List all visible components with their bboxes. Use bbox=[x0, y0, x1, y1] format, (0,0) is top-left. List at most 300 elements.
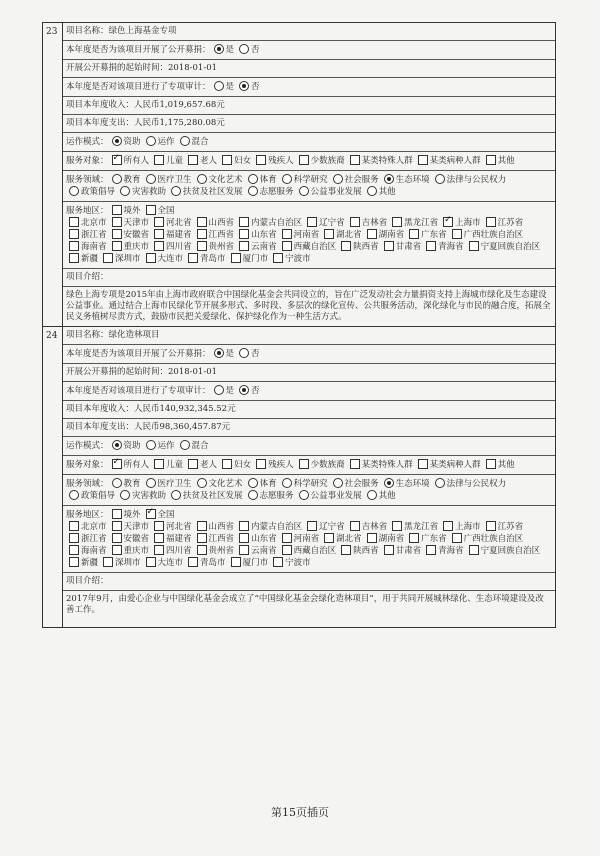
target-option-checkbox[interactable] bbox=[188, 459, 198, 469]
region-option[interactable] bbox=[143, 254, 184, 264]
region-option-checkbox[interactable] bbox=[239, 521, 249, 531]
field-option[interactable] bbox=[109, 175, 141, 185]
mode-option-radio[interactable] bbox=[146, 440, 156, 450]
region-option[interactable] bbox=[236, 230, 277, 240]
target-option[interactable] bbox=[185, 156, 217, 166]
field-option[interactable] bbox=[194, 479, 243, 489]
region-option[interactable] bbox=[304, 522, 345, 532]
region-option[interactable] bbox=[279, 546, 337, 556]
region-option[interactable] bbox=[109, 230, 150, 240]
region-option[interactable] bbox=[364, 230, 405, 240]
public-yes[interactable] bbox=[211, 349, 235, 359]
public-yes[interactable] bbox=[211, 45, 235, 55]
region-option[interactable] bbox=[66, 230, 107, 240]
field-option[interactable] bbox=[381, 479, 430, 489]
target-option[interactable] bbox=[415, 156, 481, 166]
expense-row bbox=[63, 419, 555, 437]
region-option-label: 青海省 bbox=[438, 242, 464, 252]
audit-no[interactable] bbox=[236, 82, 260, 92]
region-option-checkbox[interactable] bbox=[146, 557, 156, 567]
region-option[interactable] bbox=[449, 534, 524, 544]
field-option[interactable] bbox=[109, 479, 141, 489]
region-option[interactable] bbox=[381, 242, 422, 252]
target-option-checkbox[interactable] bbox=[299, 459, 309, 469]
region-option-checkbox[interactable] bbox=[188, 557, 198, 567]
region-option[interactable] bbox=[270, 254, 311, 264]
region-option[interactable] bbox=[185, 254, 226, 264]
target-option-checkbox[interactable] bbox=[188, 155, 198, 165]
region-option-label: 厦门市 bbox=[242, 254, 269, 264]
region-option-label: 湖北省 bbox=[336, 230, 362, 240]
mode-option-label: 运作 bbox=[157, 441, 175, 451]
region-option-checkbox[interactable] bbox=[154, 217, 164, 227]
field-option-radio[interactable] bbox=[120, 186, 130, 196]
region-option[interactable] bbox=[194, 522, 235, 532]
region-option[interactable] bbox=[151, 534, 192, 544]
region-option-checkbox[interactable] bbox=[112, 533, 122, 543]
field-option-radio[interactable] bbox=[112, 174, 122, 184]
region-option[interactable] bbox=[364, 534, 405, 544]
public-no[interactable] bbox=[236, 45, 260, 55]
mode-option[interactable] bbox=[177, 137, 209, 147]
field-option-radio[interactable] bbox=[384, 478, 394, 488]
region-option-checkbox[interactable] bbox=[367, 533, 377, 543]
region-option[interactable] bbox=[279, 534, 320, 544]
region-option[interactable] bbox=[236, 218, 302, 228]
mode-option-radio[interactable] bbox=[180, 440, 190, 450]
region-option[interactable] bbox=[151, 546, 192, 556]
region-option-checkbox[interactable] bbox=[392, 217, 402, 227]
region-option[interactable] bbox=[109, 242, 150, 252]
region-option-checkbox[interactable] bbox=[231, 253, 241, 263]
region-option-checkbox[interactable] bbox=[154, 241, 164, 251]
target-option[interactable] bbox=[185, 460, 217, 470]
target-option[interactable] bbox=[109, 156, 150, 166]
region-option-checkbox[interactable] bbox=[69, 253, 79, 263]
region-option-checkbox[interactable] bbox=[443, 217, 453, 227]
audit-no-radio[interactable] bbox=[239, 385, 249, 395]
region-option[interactable] bbox=[228, 558, 269, 568]
region-option-checkbox[interactable] bbox=[367, 229, 377, 239]
region-option-checkbox[interactable] bbox=[69, 521, 79, 531]
field-option[interactable] bbox=[364, 491, 396, 501]
region-top-option-checkbox[interactable] bbox=[146, 509, 156, 519]
region-option-checkbox[interactable] bbox=[112, 545, 122, 555]
region-option-checkbox[interactable] bbox=[69, 241, 79, 251]
field-option-radio[interactable] bbox=[197, 174, 207, 184]
region-option-checkbox[interactable] bbox=[282, 533, 292, 543]
target-option-label: 少数族裔 bbox=[310, 460, 345, 470]
region-option[interactable] bbox=[483, 522, 524, 532]
region-option[interactable] bbox=[194, 242, 235, 252]
public-yes-radio[interactable] bbox=[214, 348, 224, 358]
region-option[interactable] bbox=[236, 522, 302, 532]
target-option[interactable] bbox=[347, 460, 413, 470]
region-option-checkbox[interactable] bbox=[273, 557, 283, 567]
region-option[interactable] bbox=[100, 558, 141, 568]
region-option-checkbox[interactable] bbox=[103, 253, 113, 263]
field-option-radio[interactable] bbox=[171, 490, 181, 500]
region-option-checkbox[interactable] bbox=[409, 229, 419, 239]
region-option-checkbox[interactable] bbox=[197, 545, 207, 555]
target-option-checkbox[interactable] bbox=[154, 459, 164, 469]
target-option-checkbox[interactable] bbox=[222, 155, 232, 165]
region-option-label: 四川省 bbox=[166, 242, 192, 252]
region-option[interactable] bbox=[483, 218, 524, 228]
field-option[interactable] bbox=[432, 175, 507, 185]
field-option[interactable] bbox=[194, 175, 243, 185]
region-option-checkbox[interactable] bbox=[69, 545, 79, 555]
expense-text: 项目本年度支出：人民币1,175,280.08元 bbox=[66, 118, 225, 128]
region-option[interactable] bbox=[66, 546, 107, 556]
region-option[interactable] bbox=[143, 558, 184, 568]
field-option-radio[interactable] bbox=[69, 186, 79, 196]
target-option-checkbox[interactable] bbox=[256, 155, 266, 165]
field-option[interactable] bbox=[245, 175, 277, 185]
region-option-checkbox[interactable] bbox=[146, 253, 156, 263]
field-option-radio[interactable] bbox=[112, 478, 122, 488]
project-intro-text: 绿色上海专项是2015年由上海市政府联合中国绿化基金会共同设立的，旨在广泛发动社会力量捐资支持上海城市绿化及生态建设公益事业。通过结合上海市民绿化节开展多形式、多时段、多层次的绿化宣传、公共服务活动，深化绿化与市民的融合度，拓展全民义务植树尽责方式，鼓励市民把关爱绿化、保护绿化作为一种生活方式。 bbox=[66, 290, 551, 322]
audit-yes[interactable] bbox=[211, 82, 235, 92]
public-no-radio[interactable] bbox=[239, 348, 249, 358]
field-option-radio[interactable] bbox=[282, 174, 292, 184]
target-option[interactable] bbox=[151, 156, 183, 166]
project-rows bbox=[63, 23, 555, 326]
region-top-option-checkbox[interactable] bbox=[112, 509, 122, 519]
field-option[interactable] bbox=[143, 479, 192, 489]
region-option-label: 福建省 bbox=[166, 230, 192, 240]
field-option-radio[interactable] bbox=[69, 490, 79, 500]
audit-yes[interactable] bbox=[211, 386, 235, 396]
region-option-checkbox[interactable] bbox=[239, 241, 249, 251]
field-option-radio[interactable] bbox=[333, 174, 343, 184]
region-option[interactable] bbox=[440, 522, 481, 532]
region-option[interactable] bbox=[66, 558, 98, 568]
field-option-radio[interactable] bbox=[171, 186, 181, 196]
region-option[interactable] bbox=[466, 242, 541, 252]
region-option-label: 云南省 bbox=[251, 242, 277, 252]
region-option[interactable] bbox=[423, 546, 464, 556]
region-option-checkbox[interactable] bbox=[282, 545, 292, 555]
region-option-label: 甘肃省 bbox=[395, 242, 422, 252]
field-option-radio[interactable] bbox=[435, 174, 445, 184]
target-option-checkbox[interactable] bbox=[486, 459, 496, 469]
field-option[interactable] bbox=[117, 187, 166, 197]
region-option-checkbox[interactable] bbox=[384, 545, 394, 555]
field-option-label: 体育 bbox=[259, 479, 277, 489]
mode-option-radio[interactable] bbox=[180, 136, 190, 146]
target-option-checkbox[interactable] bbox=[486, 155, 496, 165]
region-option-checkbox[interactable] bbox=[282, 229, 292, 239]
field-option[interactable] bbox=[66, 187, 115, 197]
region-option[interactable] bbox=[66, 534, 107, 544]
region-option[interactable] bbox=[109, 522, 150, 532]
region-option-checkbox[interactable] bbox=[443, 521, 453, 531]
field-option[interactable] bbox=[296, 187, 362, 197]
target-option-checkbox[interactable] bbox=[154, 155, 164, 165]
region-option[interactable] bbox=[185, 558, 226, 568]
target-option[interactable] bbox=[347, 156, 413, 166]
target-option-checkbox[interactable] bbox=[222, 459, 232, 469]
region-option-checkbox[interactable] bbox=[197, 521, 207, 531]
target-option[interactable] bbox=[109, 460, 150, 470]
field-option-radio[interactable] bbox=[146, 478, 156, 488]
region-option-checkbox[interactable] bbox=[239, 229, 249, 239]
mode-option[interactable] bbox=[143, 137, 175, 147]
field-option[interactable] bbox=[279, 175, 328, 185]
region-option[interactable] bbox=[109, 218, 150, 228]
mode-option[interactable] bbox=[109, 137, 141, 147]
region-option[interactable] bbox=[440, 218, 481, 228]
region-option-checkbox[interactable] bbox=[452, 533, 462, 543]
region-option[interactable] bbox=[151, 242, 192, 252]
region-option-checkbox[interactable] bbox=[154, 545, 164, 555]
region-option-checkbox[interactable] bbox=[350, 217, 360, 227]
field-option-radio[interactable] bbox=[299, 490, 309, 500]
field-option[interactable] bbox=[432, 479, 507, 489]
region-option-checkbox[interactable] bbox=[324, 533, 334, 543]
region-option-label: 青海省 bbox=[438, 546, 464, 556]
region-option-checkbox[interactable] bbox=[239, 545, 249, 555]
region-option-checkbox[interactable] bbox=[486, 521, 496, 531]
region-option-checkbox[interactable] bbox=[197, 241, 207, 251]
region-option[interactable] bbox=[151, 218, 192, 228]
audit-no[interactable] bbox=[236, 386, 260, 396]
region-option-checkbox[interactable] bbox=[197, 533, 207, 543]
field-option[interactable] bbox=[296, 491, 362, 501]
region-option-checkbox[interactable] bbox=[112, 217, 122, 227]
region-top-option[interactable] bbox=[143, 510, 175, 520]
field-option[interactable] bbox=[245, 491, 294, 501]
region-option-checkbox[interactable] bbox=[197, 217, 207, 227]
field-option[interactable] bbox=[364, 187, 396, 197]
region-option[interactable] bbox=[347, 218, 388, 228]
target-option-label: 残疾人 bbox=[268, 460, 294, 470]
region-option-checkbox[interactable] bbox=[188, 253, 198, 263]
region-option-checkbox[interactable] bbox=[426, 545, 436, 555]
target-option-checkbox[interactable] bbox=[418, 155, 428, 165]
region-top-option[interactable] bbox=[143, 206, 175, 216]
region-option-checkbox[interactable] bbox=[282, 241, 292, 251]
region-option[interactable] bbox=[347, 522, 388, 532]
region-option-checkbox[interactable] bbox=[469, 241, 479, 251]
public-no[interactable] bbox=[236, 349, 260, 359]
region-option-label: 贵州省 bbox=[208, 546, 235, 556]
region-option[interactable] bbox=[279, 230, 320, 240]
region-option-checkbox[interactable] bbox=[154, 229, 164, 239]
region-option[interactable] bbox=[100, 254, 141, 264]
region-option-label: 贵州省 bbox=[208, 242, 235, 252]
field-option[interactable] bbox=[245, 187, 294, 197]
region-option[interactable] bbox=[236, 546, 277, 556]
field-option-radio[interactable] bbox=[435, 478, 445, 488]
target-option-checkbox[interactable] bbox=[256, 459, 266, 469]
target-option[interactable] bbox=[219, 460, 251, 470]
region-top-option-label: 境外 bbox=[123, 510, 141, 520]
field-option-radio[interactable] bbox=[248, 478, 258, 488]
region-option[interactable] bbox=[389, 522, 438, 532]
region-option-checkbox[interactable] bbox=[350, 521, 360, 531]
region-option-checkbox[interactable] bbox=[324, 229, 334, 239]
region-option[interactable] bbox=[194, 534, 235, 544]
region-option-checkbox[interactable] bbox=[341, 241, 351, 251]
field-option[interactable] bbox=[66, 491, 115, 501]
region-option-checkbox[interactable] bbox=[112, 229, 122, 239]
target-option-checkbox[interactable] bbox=[299, 155, 309, 165]
field-option-radio[interactable] bbox=[282, 478, 292, 488]
region-option-checkbox[interactable] bbox=[426, 241, 436, 251]
target-option-checkbox[interactable] bbox=[350, 459, 360, 469]
field-option-label: 公益事业发展 bbox=[310, 187, 362, 197]
region-option[interactable] bbox=[194, 230, 235, 240]
region-option[interactable] bbox=[270, 558, 311, 568]
field-option-radio[interactable] bbox=[367, 186, 377, 196]
region-option[interactable] bbox=[151, 230, 192, 240]
field-option-radio[interactable] bbox=[248, 186, 258, 196]
mode-option-radio[interactable] bbox=[146, 136, 156, 146]
region-option-checkbox[interactable] bbox=[69, 557, 79, 567]
region-option-checkbox[interactable] bbox=[69, 229, 79, 239]
region-option[interactable] bbox=[304, 218, 345, 228]
region-option[interactable] bbox=[279, 242, 337, 252]
region-option-checkbox[interactable] bbox=[239, 217, 249, 227]
region-option-checkbox[interactable] bbox=[486, 217, 496, 227]
region-option[interactable] bbox=[338, 546, 379, 556]
mode-option[interactable] bbox=[177, 441, 209, 451]
region-option[interactable] bbox=[194, 546, 235, 556]
target-option[interactable] bbox=[296, 156, 345, 166]
region-option-checkbox[interactable] bbox=[409, 533, 419, 543]
mode-option[interactable] bbox=[109, 441, 141, 451]
region-option[interactable] bbox=[466, 546, 541, 556]
field-option-radio[interactable] bbox=[299, 186, 309, 196]
field-option[interactable] bbox=[245, 479, 277, 489]
mode-option[interactable] bbox=[143, 441, 175, 451]
field-option-radio[interactable] bbox=[146, 174, 156, 184]
field-option-radio[interactable] bbox=[367, 490, 377, 500]
region-option[interactable] bbox=[109, 534, 150, 544]
region-option-checkbox[interactable] bbox=[112, 241, 122, 251]
region-option-checkbox[interactable] bbox=[307, 521, 317, 531]
region-option-checkbox[interactable] bbox=[103, 557, 113, 567]
region-option[interactable] bbox=[194, 218, 235, 228]
field-option[interactable] bbox=[381, 175, 430, 185]
target-option[interactable] bbox=[296, 460, 345, 470]
field-option-radio[interactable] bbox=[120, 490, 130, 500]
region-option[interactable] bbox=[151, 522, 192, 532]
region-option-checkbox[interactable] bbox=[392, 521, 402, 531]
mode-option-radio[interactable] bbox=[112, 440, 122, 450]
region-option[interactable] bbox=[236, 534, 277, 544]
region-option-checkbox[interactable] bbox=[384, 241, 394, 251]
target-option-checkbox[interactable] bbox=[112, 459, 122, 469]
region-option-checkbox[interactable] bbox=[341, 545, 351, 555]
field-option-radio[interactable] bbox=[248, 490, 258, 500]
target-option[interactable] bbox=[483, 460, 515, 470]
field-option-radio[interactable] bbox=[333, 478, 343, 488]
field-option[interactable] bbox=[330, 479, 379, 489]
target-option[interactable] bbox=[483, 156, 515, 166]
region-option[interactable] bbox=[406, 230, 447, 240]
public-fundraising-question: 本年度是否为该项目开展了公开募捐： bbox=[66, 45, 211, 55]
field-option[interactable] bbox=[279, 479, 328, 489]
public-yes-radio[interactable] bbox=[214, 44, 224, 54]
region-option[interactable] bbox=[109, 546, 150, 556]
region-option-label: 山东省 bbox=[251, 534, 277, 544]
region-option-checkbox[interactable] bbox=[69, 217, 79, 227]
region-option[interactable] bbox=[321, 230, 362, 240]
region-option[interactable] bbox=[406, 534, 447, 544]
region-option[interactable] bbox=[66, 522, 107, 532]
target-option-checkbox[interactable] bbox=[350, 155, 360, 165]
region-top-option[interactable] bbox=[109, 510, 141, 520]
target-option-checkbox[interactable] bbox=[112, 155, 122, 165]
target-option[interactable] bbox=[151, 460, 183, 470]
region-option-checkbox[interactable] bbox=[112, 521, 122, 531]
region-top-option-label: 全国 bbox=[157, 510, 175, 520]
region-top-option-checkbox[interactable] bbox=[112, 205, 122, 215]
region-option-checkbox[interactable] bbox=[231, 557, 241, 567]
target-option[interactable] bbox=[219, 156, 251, 166]
region-option-checkbox[interactable] bbox=[154, 533, 164, 543]
field-option-radio[interactable] bbox=[197, 478, 207, 488]
region-option[interactable] bbox=[66, 254, 98, 264]
region-option[interactable] bbox=[66, 242, 107, 252]
audit-yes-label: 是 bbox=[225, 386, 235, 396]
audit-no-radio[interactable] bbox=[239, 81, 249, 91]
region-option-checkbox[interactable] bbox=[69, 533, 79, 543]
region-option[interactable] bbox=[449, 230, 524, 240]
field-option[interactable] bbox=[143, 175, 192, 185]
region-option-label: 西藏自治区 bbox=[293, 242, 337, 252]
region-option[interactable] bbox=[321, 534, 362, 544]
audit-yes-radio[interactable] bbox=[214, 385, 224, 395]
region-option[interactable] bbox=[66, 218, 107, 228]
region-option[interactable] bbox=[381, 546, 422, 556]
field-option[interactable] bbox=[117, 491, 166, 501]
region-option[interactable] bbox=[338, 242, 379, 252]
field-option-radio[interactable] bbox=[384, 174, 394, 184]
target-option[interactable] bbox=[253, 156, 294, 166]
region-option-checkbox[interactable] bbox=[452, 229, 462, 239]
target-option[interactable] bbox=[415, 460, 481, 470]
field-option[interactable] bbox=[168, 491, 243, 501]
region-option[interactable] bbox=[423, 242, 464, 252]
region-option-checkbox[interactable] bbox=[307, 217, 317, 227]
region-option-checkbox[interactable] bbox=[273, 253, 283, 263]
region-option[interactable] bbox=[236, 242, 277, 252]
audit-yes-radio[interactable] bbox=[214, 81, 224, 91]
target-option[interactable] bbox=[253, 460, 294, 470]
region-option-checkbox[interactable] bbox=[154, 521, 164, 531]
region-top-option-checkbox[interactable] bbox=[146, 205, 156, 215]
field-option-radio[interactable] bbox=[248, 174, 258, 184]
region-option-checkbox[interactable] bbox=[239, 533, 249, 543]
region-option-label: 重庆市 bbox=[123, 546, 150, 556]
region-top-option[interactable] bbox=[109, 206, 141, 216]
field-option[interactable] bbox=[168, 187, 243, 197]
service-field-label: 服务领域： bbox=[66, 479, 109, 489]
region-option-checkbox[interactable] bbox=[197, 229, 207, 239]
mode-option-radio[interactable] bbox=[112, 136, 122, 146]
public-no-radio[interactable] bbox=[239, 44, 249, 54]
region-option[interactable] bbox=[389, 218, 438, 228]
region-option-checkbox[interactable] bbox=[469, 545, 479, 555]
region-option[interactable] bbox=[228, 254, 269, 264]
field-option-label: 生态环境 bbox=[395, 479, 430, 489]
field-option[interactable] bbox=[330, 175, 379, 185]
target-option-checkbox[interactable] bbox=[418, 459, 428, 469]
